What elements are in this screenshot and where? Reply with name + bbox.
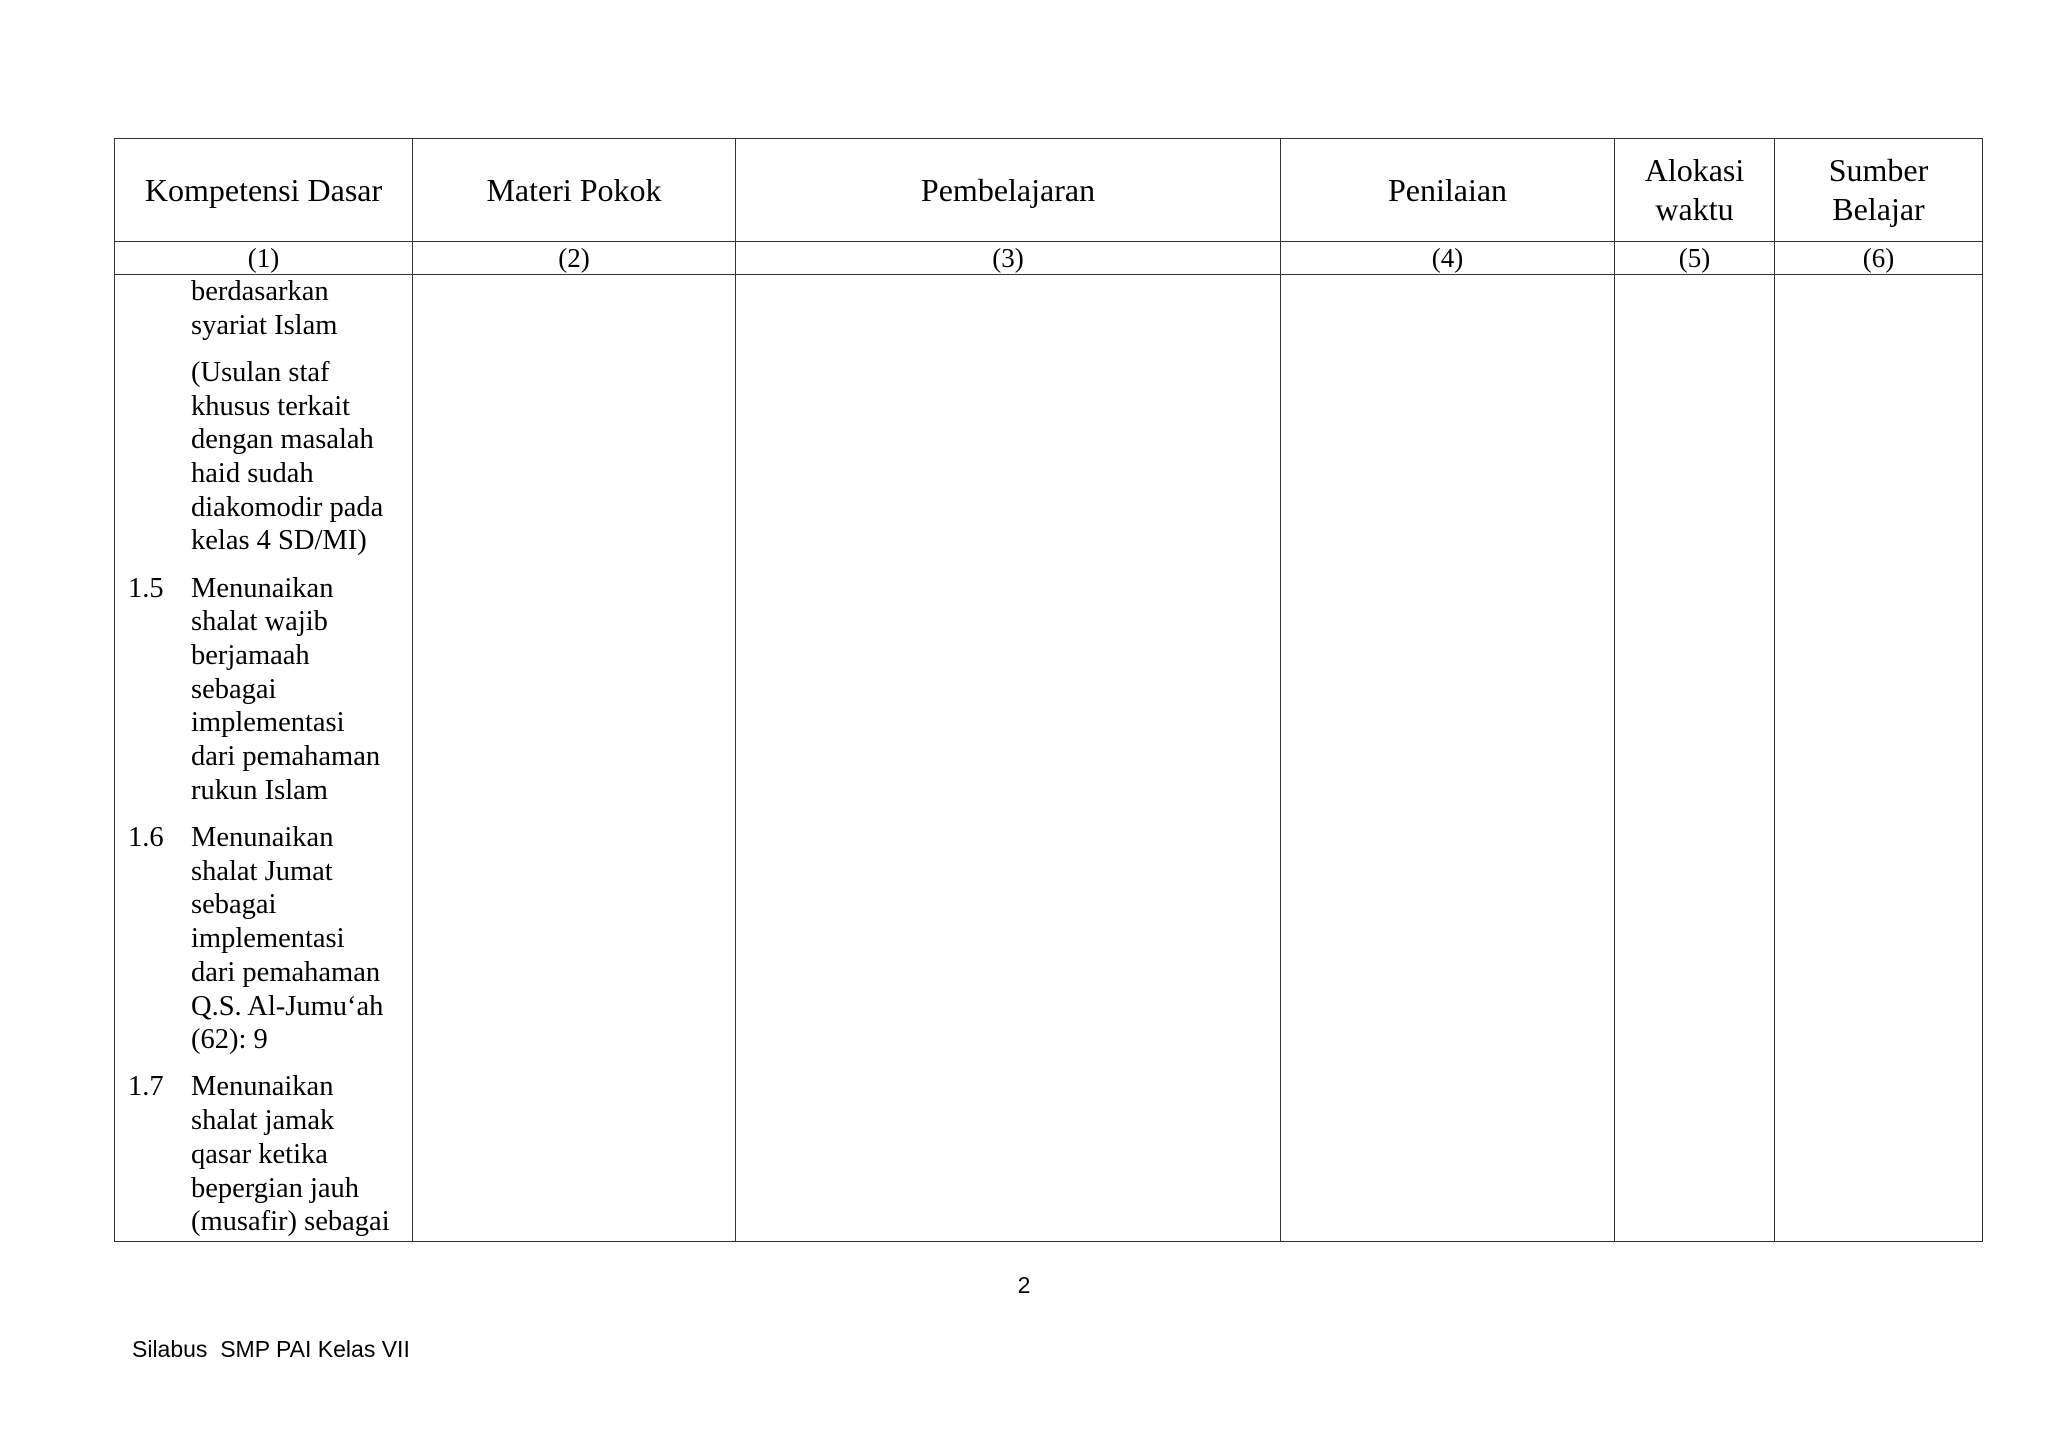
header-alokasi-waktu-text: Alokasi waktu [1644,152,1745,227]
kd-text: Menunaikan shalat Jumat sebagai implementasi dari pemahaman Q.S. Al-Jumu‘ah (62): 9 [191,822,384,1056]
kd-text: Menunaikan shalat wajib berjamaah sebagai implementasi dari pemahaman rukun Islam [191,572,381,806]
kd-number: 1.6 [128,822,164,854]
column-number-1: (1) [115,242,413,275]
header-pembelajaran: Pembelajaran [736,139,1281,242]
sumber-belajar-cell [1775,275,1983,1242]
list-item [128,572,402,808]
header-penilaian: Penilaian [1281,139,1615,242]
column-number-row [115,242,1983,275]
kd-text: Menunaikan shalat jamak qasar ketika bepergian jauh (musafir) sebagai [191,1071,390,1238]
header-sumber-belajar [1775,139,1983,242]
list-item [128,356,402,558]
footer-text: Silabus SMP PAI Kelas VII [132,1336,410,1362]
kd-number [128,275,191,342]
kompetensi-dasar-cell [115,275,413,1242]
kd-number: 1.5 [128,572,164,604]
alokasi-waktu-cell [1615,275,1775,1242]
list-item [128,1070,402,1239]
kd-number [128,356,191,558]
kd-number: 1.7 [128,1071,164,1103]
kompetensi-dasar-list [115,275,412,1239]
header-sumber-belajar-text: Sumber Belajar [1828,152,1929,227]
header-materi-pokok: Materi Pokok [413,139,736,242]
header-alokasi-waktu [1615,139,1775,242]
list-item [128,275,402,342]
kd-text: berdasarkan syariat Islam [191,276,338,341]
syllabus-table [114,138,1983,1242]
header-kompetensi-dasar: Kompetensi Dasar [115,139,413,242]
column-number-2: (2) [413,242,736,275]
column-number-3: (3) [736,242,1281,275]
table-body-row [115,275,1983,1242]
column-number-4: (4) [1281,242,1615,275]
table-header-row [115,139,1983,242]
page-number: 2 [1017,1272,1031,1298]
list-item [128,821,402,1057]
materi-pokok-cell [413,275,736,1242]
column-number-6: (6) [1775,242,1983,275]
kd-text: (Usulan staf khusus terkait dengan masalah haid sudah diakomodir pada kelas 4 SD/MI) [191,356,384,557]
penilaian-cell [1281,275,1615,1242]
pembelajaran-cell [736,275,1281,1242]
column-number-5: (5) [1615,242,1775,275]
